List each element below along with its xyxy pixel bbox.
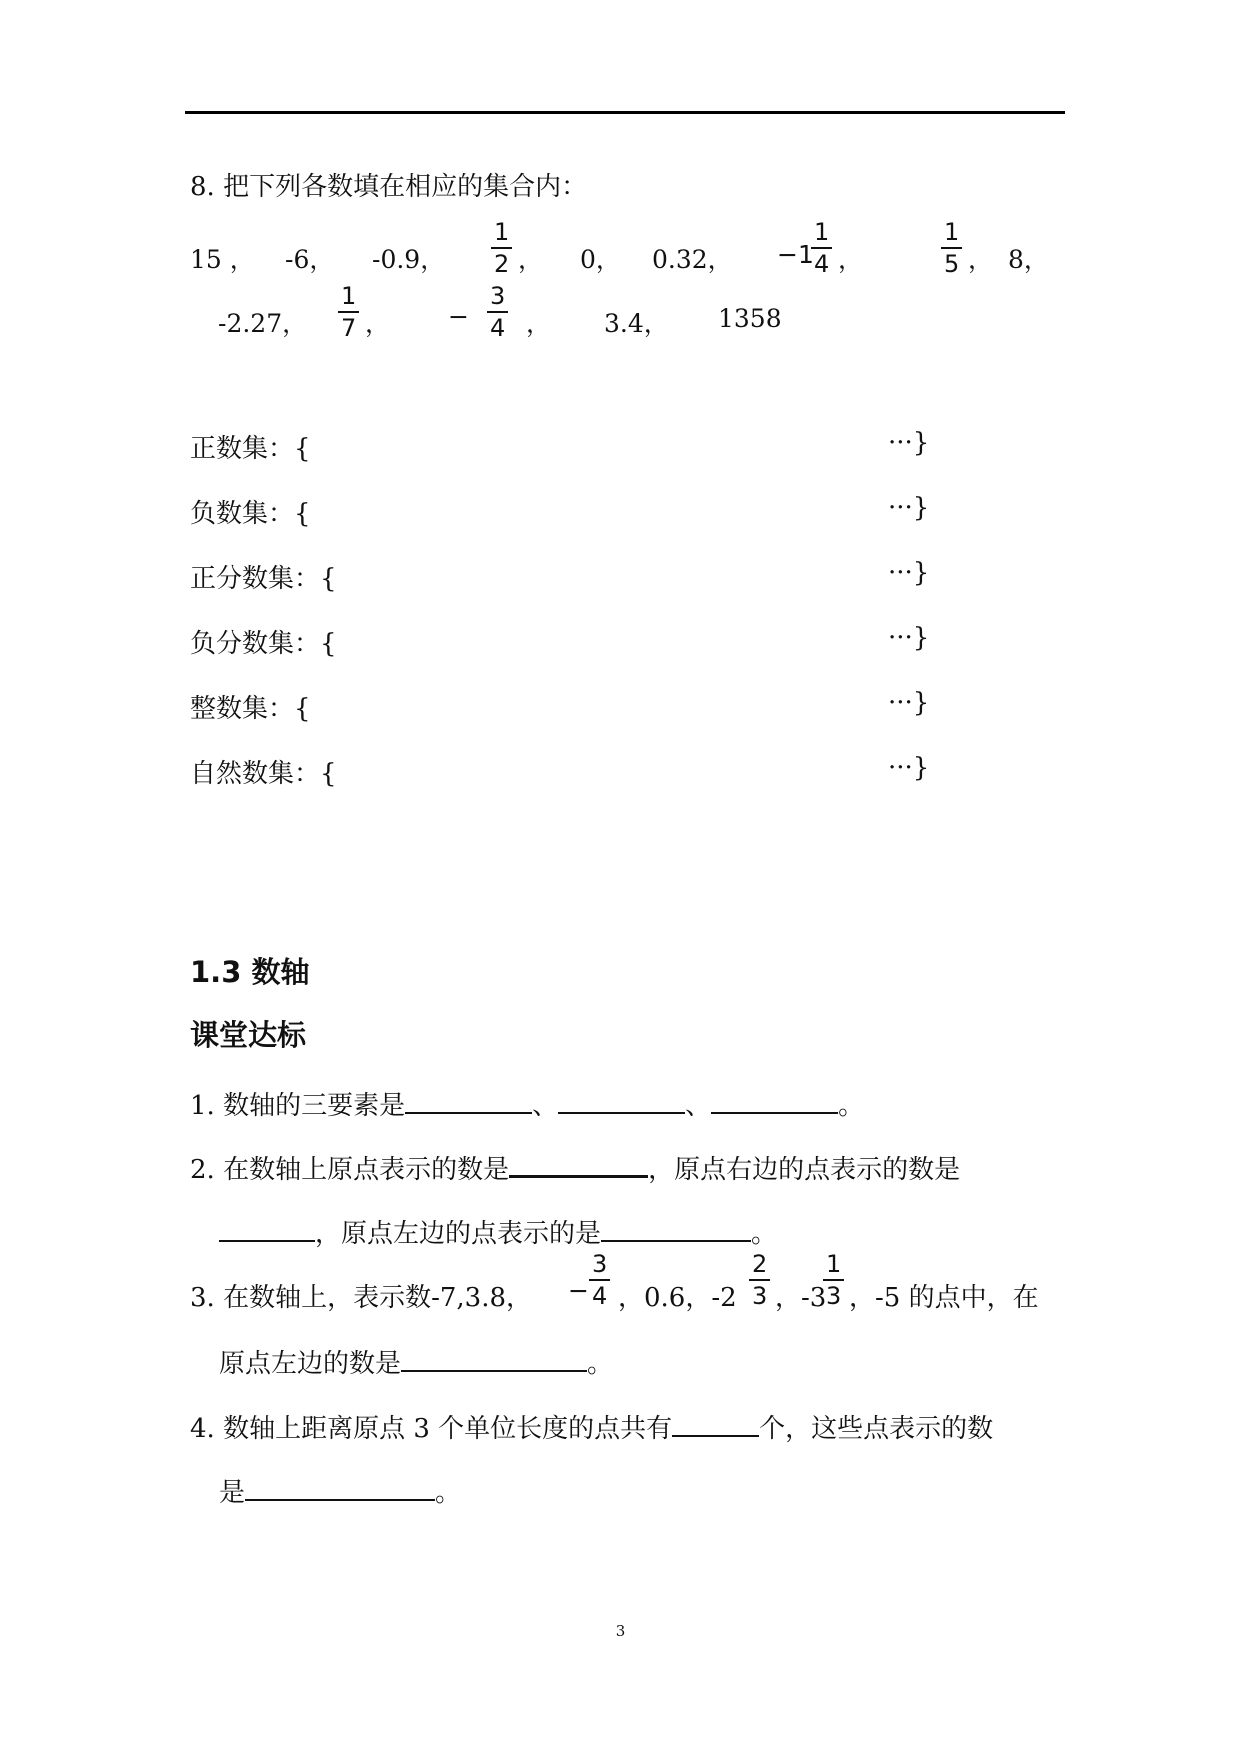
answer-blank[interactable] [711,1086,838,1114]
question-text: ，原点左边的点表示的是 [315,1219,602,1249]
fraction-denominator: 4 [487,311,508,340]
fraction-one-fifth [941,220,962,276]
number-8: 8， [1008,245,1049,274]
comma: ， [365,309,391,338]
fraction-numerator: 1 [814,218,830,246]
header-rule [185,111,1065,114]
separator: 、 [685,1091,712,1121]
number-neg2-27: -2.27， [218,309,308,338]
period: 。 [435,1478,462,1508]
minus-sign: − [568,1276,589,1305]
set-label-negative-fraction: 负分数集：{ [190,629,337,659]
question-text: 原点左边的数是 [219,1349,402,1379]
section-title: 1.3 数轴 [190,955,310,989]
question-3-text: ，-3 [775,1283,827,1313]
fraction-numerator: 2 [752,1250,768,1278]
fraction-numerator: 1 [341,282,357,310]
comma: ， [838,245,864,274]
answer-blank[interactable] [219,1214,315,1242]
page-number: 3 [615,1622,626,1640]
answer-blank[interactable] [672,1409,759,1437]
fraction-numerator: 1 [826,1250,842,1278]
set-label-negative: 负数集：{ [190,499,311,529]
fraction-two-thirds [749,1252,770,1308]
comma: ， [968,245,994,274]
question-1 [190,1085,864,1122]
set-label-positive-fraction: 正分数集：{ [190,564,337,594]
question-text: 是 [219,1478,246,1508]
set-end-negative: ···} [888,493,930,523]
set-label-positive: 正数集：{ [190,434,311,464]
number-3-4: 3.4， [604,309,669,338]
question-text: 1. 数轴的三要素是 [190,1091,406,1121]
question-3-line-2 [219,1343,613,1380]
answer-blank[interactable] [405,1086,532,1114]
question-3-text: 3. 在数轴上，表示数-7,3.8， [190,1283,533,1313]
comma: ， [518,245,544,274]
question-text: ，原点右边的点表示的数是 [648,1155,961,1185]
fraction-denominator: 7 [338,311,359,340]
set-end-positive: ···} [888,428,930,458]
period: 。 [838,1091,865,1121]
problem-8-title: 8. 把下列各数填在相应的集合内： [190,172,588,202]
fraction-one-third [823,1252,844,1308]
answer-blank[interactable] [509,1149,648,1178]
fraction-one-half [491,220,512,276]
section-subtitle: 课堂达标 [190,1018,307,1052]
fraction-numerator: 1 [494,218,510,246]
set-end-integer: ···} [888,688,930,718]
answer-blank[interactable] [245,1473,435,1501]
number-neg0-9: -0.9， [372,245,446,274]
set-label-natural: 自然数集：{ [190,759,337,789]
answer-blank[interactable] [401,1344,587,1372]
question-2 [190,1149,960,1186]
minus-sign: − [448,302,469,331]
separator: 、 [532,1091,559,1121]
fraction-three-quarters [487,284,508,340]
fraction-one-quarter [811,220,832,276]
number-neg6: -6， [285,245,335,274]
number-0: 0， [580,245,621,274]
set-end-negative-fraction: ···} [888,623,930,653]
fraction-denominator: 3 [749,1279,770,1308]
period: 。 [751,1219,778,1249]
fraction-denominator: 4 [811,247,832,276]
number-0-32: 0.32， [652,245,733,274]
number-1358: 1358 [718,304,782,333]
comma: ， [526,309,552,338]
question-4-line-2 [219,1472,461,1509]
fraction-one-seventh [338,284,359,340]
fraction-denominator: 4 [589,1279,610,1308]
question-3-text: ，-5 的点中，在 [849,1283,1039,1313]
mixed-number-whole: −1 [777,240,814,269]
fraction-three-quarters [589,1252,610,1308]
question-4 [190,1408,993,1445]
fraction-numerator: 3 [592,1250,608,1278]
question-text: 个，这些点表示的数 [759,1414,994,1444]
question-2-line-2 [219,1213,777,1250]
fraction-denominator: 2 [491,247,512,276]
fraction-numerator: 1 [944,218,960,246]
set-end-natural: ···} [888,753,930,783]
period: 。 [587,1349,614,1379]
fraction-numerator: 3 [490,282,506,310]
fraction-denominator: 5 [941,247,962,276]
set-label-integer: 整数集：{ [190,694,311,724]
answer-blank[interactable] [558,1086,685,1114]
question-text: 4. 数轴上距离原点 3 个单位长度的点共有 [190,1414,673,1444]
fraction-denominator: 3 [823,1279,844,1308]
set-end-positive-fraction: ···} [888,558,930,588]
number-15: 15 ， [190,245,255,274]
question-text: 2. 在数轴上原点表示的数是 [190,1155,510,1185]
question-3-text: ，0.6，-2 [618,1283,737,1313]
answer-blank[interactable] [601,1214,751,1242]
